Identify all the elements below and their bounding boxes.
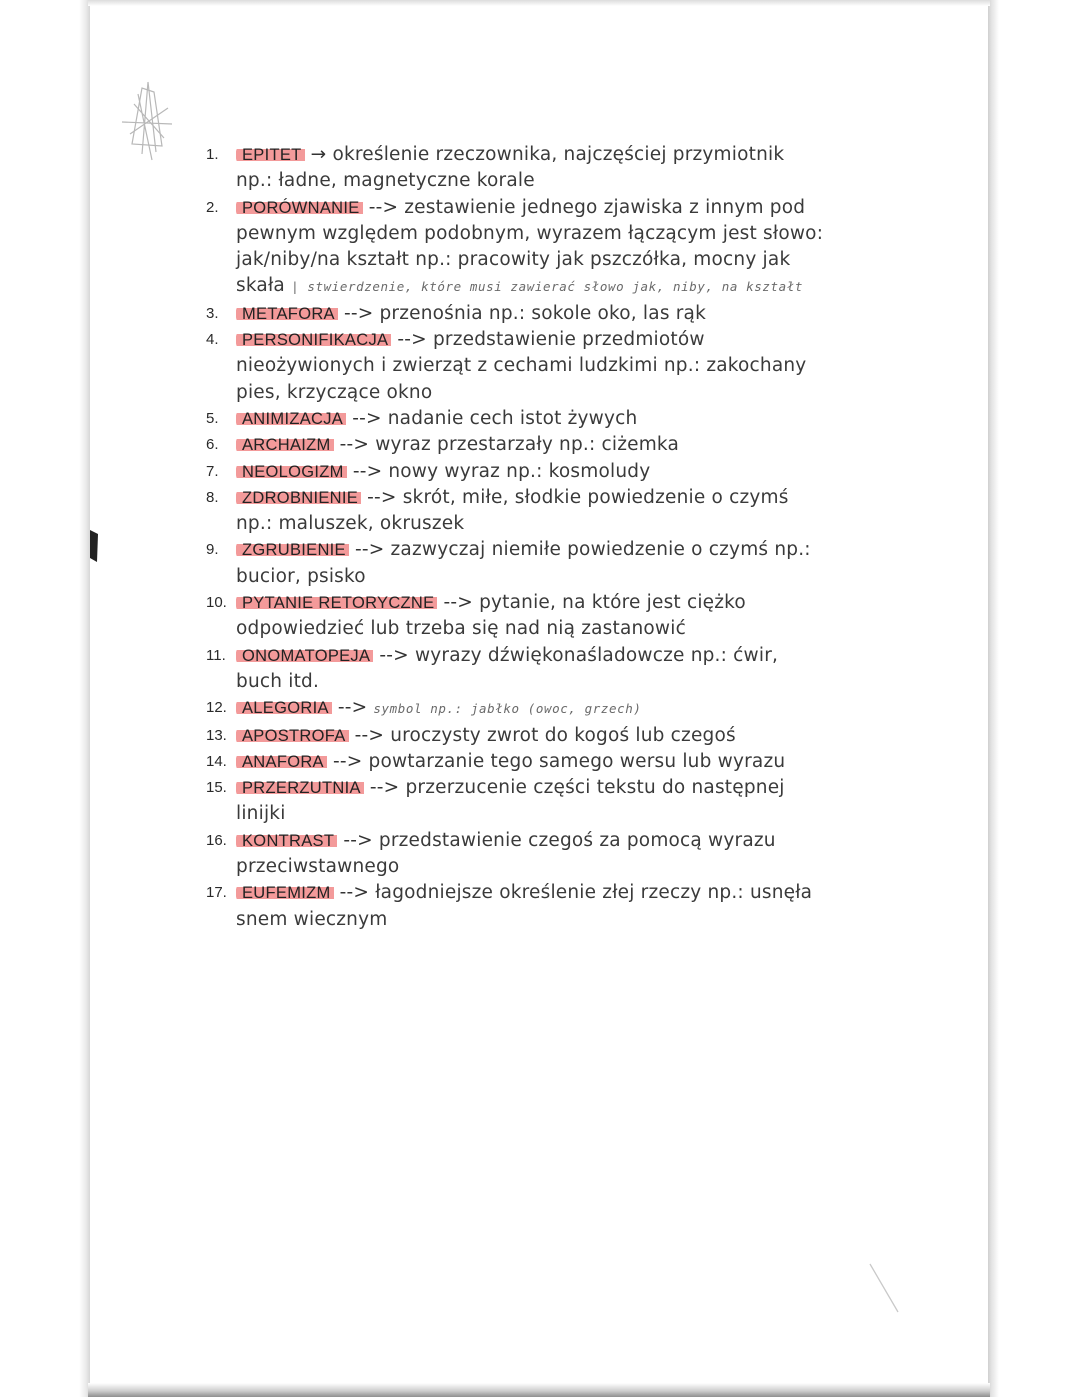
item-number: 13. <box>206 726 227 744</box>
definition-line <box>236 564 866 590</box>
definition-line <box>236 854 866 880</box>
term-highlight: ANAFORA <box>236 753 327 771</box>
arrow: --> <box>367 486 397 508</box>
arrow: --> <box>332 750 363 772</box>
definition-text: np.: ładne, magnetyczne korale <box>236 170 535 192</box>
item-number: 16. <box>206 831 227 849</box>
paper-crease <box>868 1262 908 1322</box>
item-first-line <box>236 195 866 221</box>
definition-line <box>236 353 866 379</box>
arrow: --> <box>352 460 383 482</box>
term-highlight: PRZERZUTNIA <box>236 779 364 797</box>
paper-edge-left <box>0 0 90 1397</box>
arrow: --> <box>343 302 374 324</box>
definition-text: przedstawienie czegoś za pomocą wyrazu <box>378 829 776 851</box>
definition-text: wyraz przestarzały np.: ciżemka <box>375 434 680 456</box>
definition-text: pytanie, na które jest ciężko <box>479 592 746 614</box>
list-item <box>206 880 866 933</box>
item-number: 5. <box>206 409 219 427</box>
definition-text: łagodniejsze określenie złej rzeczy np.: usnęła <box>375 882 813 904</box>
definition-text: jak/niby/na kształt np.: pracowity jak pszczółka, mocny jak <box>236 249 791 271</box>
paper-top-shadow <box>88 0 990 6</box>
definition-line <box>236 247 866 273</box>
definition-text: wyrazy dźwiękonaśladowcze np.: ćwir, <box>414 644 779 666</box>
definition-text: przeciwstawnego <box>236 856 400 878</box>
term-highlight: METAFORA <box>236 305 338 323</box>
handwritten-note: symbol np.: jabłko (owoc, grzech) <box>373 701 642 717</box>
term-highlight: PORÓWNANIE <box>236 199 363 217</box>
arrow: --> <box>369 777 400 799</box>
definition-text: zestawienie jednego zjawiska z innym pod <box>404 196 806 218</box>
definition-text: przenośnia np.: sokole oko, las rąk <box>379 302 706 324</box>
list-item <box>206 723 866 749</box>
list-item <box>206 828 866 881</box>
item-first-line <box>236 142 866 168</box>
item-first-line <box>236 695 866 722</box>
definition-line <box>236 801 866 827</box>
term-highlight: ANIMIZACJA <box>236 410 346 428</box>
definition-line <box>236 907 866 933</box>
item-number: 7. <box>206 462 219 480</box>
item-first-line <box>236 775 866 801</box>
term-highlight: PYTANIE RETORYCZNE <box>236 594 437 612</box>
list-item <box>206 459 866 485</box>
definition-text: pewnym względem podobnym, wyrazem łączącym jest słowo: <box>236 222 824 244</box>
arrow: --> <box>379 644 409 666</box>
item-first-line <box>236 459 866 485</box>
list-item <box>206 195 866 301</box>
definition-text: snem wiecznym <box>236 908 388 930</box>
arrow: --> <box>352 407 382 429</box>
paper-edge-right <box>988 0 1080 1397</box>
term-highlight: NEOLOGIZM <box>236 463 347 481</box>
stylistic-devices-list <box>206 142 866 933</box>
definition-line <box>236 511 866 537</box>
term-highlight: ZGRUBIENIE <box>236 541 349 559</box>
item-number: 14. <box>206 752 227 770</box>
term-highlight: ZDROBNIENIE <box>236 489 361 507</box>
item-first-line <box>236 749 866 775</box>
definition-text: buch itd. <box>236 670 320 692</box>
definition-line <box>236 616 866 642</box>
arrow: --> <box>368 196 399 218</box>
definition-text: przedstawienie przedmiotów <box>432 329 705 351</box>
list-item <box>206 643 866 696</box>
item-number: 1. <box>206 146 219 163</box>
item-number: 11. <box>206 646 226 664</box>
item-number: 6. <box>206 436 219 454</box>
list-item <box>206 406 866 432</box>
item-number: 3. <box>206 304 219 322</box>
list-item <box>206 485 866 538</box>
list-item <box>206 142 866 195</box>
item-first-line <box>236 537 866 563</box>
item-first-line <box>236 485 866 511</box>
item-number: 8. <box>206 488 219 506</box>
list-item <box>206 695 866 722</box>
item-first-line <box>236 432 866 458</box>
arrow: --> <box>343 829 373 851</box>
arrow: → <box>310 144 327 165</box>
definition-text: powtarzanie tego samego wersu lub wyrazu <box>368 750 786 772</box>
paper-edge-bottom <box>88 1383 990 1397</box>
term-highlight: KONTRAST <box>236 832 337 850</box>
term-highlight: EPITET <box>236 146 305 164</box>
item-number: 2. <box>206 198 219 216</box>
definition-line <box>236 273 866 300</box>
list-item <box>206 327 866 406</box>
item-first-line <box>236 301 866 327</box>
arrow: --> <box>339 434 370 456</box>
item-first-line <box>236 643 866 669</box>
binder-mark <box>88 528 102 564</box>
definition-text: nowy wyraz np.: kosmoludy <box>388 460 651 482</box>
list-item <box>206 432 866 458</box>
arrow: --> <box>354 539 385 561</box>
definition-text: odpowiedzieć lub trzeba się nad nią zastanowić <box>236 618 686 640</box>
arrow: --> <box>354 724 385 746</box>
definition-text: skrót, miłe, słodkie powiedzenie o czymś <box>402 486 789 508</box>
item-first-line <box>236 880 866 906</box>
item-first-line <box>236 590 866 616</box>
item-number: 15. <box>206 779 227 797</box>
term-highlight: ARCHAIZM <box>236 436 334 454</box>
definition-text: bucior, psisko <box>236 565 366 587</box>
term-highlight: ALEGORIA <box>236 699 332 717</box>
list-item <box>206 775 866 828</box>
pencil-doodle-icon <box>112 74 182 164</box>
definition-text: nieożywionych i zwierząt z cechami ludzkimi np.: zakochany <box>236 355 807 377</box>
definition-line <box>236 380 866 406</box>
definition-text: określenie rzeczownika, najczęściej przymiotnik <box>332 144 785 165</box>
item-first-line <box>236 327 866 353</box>
term-highlight: ONOMATOPEJA <box>236 647 373 665</box>
term-highlight: APOSTROFA <box>236 727 349 745</box>
list-item <box>206 749 866 775</box>
list-item <box>206 590 866 643</box>
list-item <box>206 537 866 590</box>
item-number: 17. <box>206 884 227 902</box>
item-first-line <box>236 723 866 749</box>
arrow: --> <box>397 329 427 351</box>
item-first-line <box>236 406 866 432</box>
list-item <box>206 301 866 327</box>
arrow: --> <box>339 882 370 904</box>
term-highlight: EUFEMIZM <box>236 884 334 902</box>
definition-line <box>236 669 866 695</box>
definition-line <box>236 168 866 194</box>
definition-text: np.: maluszek, okruszek <box>236 513 465 535</box>
term-highlight: PERSONIFIKACJA <box>236 331 391 349</box>
arrow: --> <box>443 592 473 614</box>
definition-text: skała <box>236 275 285 297</box>
definition-text: przerzucenie części tekstu do następnej <box>405 777 785 799</box>
item-first-line <box>236 828 866 854</box>
handwritten-note: | stwierdzenie, które musi zawierać słowo jak, niby, na kształt <box>291 279 803 295</box>
arrow: --> <box>337 697 368 719</box>
item-number: 4. <box>206 331 219 349</box>
definition-text: uroczysty zwrot do kogoś lub czegoś <box>390 724 736 746</box>
item-number: 9. <box>206 541 219 559</box>
definition-line <box>236 221 866 247</box>
definition-text: nadanie cech istot żywych <box>387 407 638 429</box>
item-number: 10. <box>206 594 227 612</box>
definition-text: linijki <box>236 803 286 825</box>
definition-text: pies, krzyczące okno <box>236 381 433 403</box>
definition-text: zazwyczaj niemiłe powiedzenie o czymś np.: <box>390 539 811 561</box>
item-number: 12. <box>206 699 227 717</box>
